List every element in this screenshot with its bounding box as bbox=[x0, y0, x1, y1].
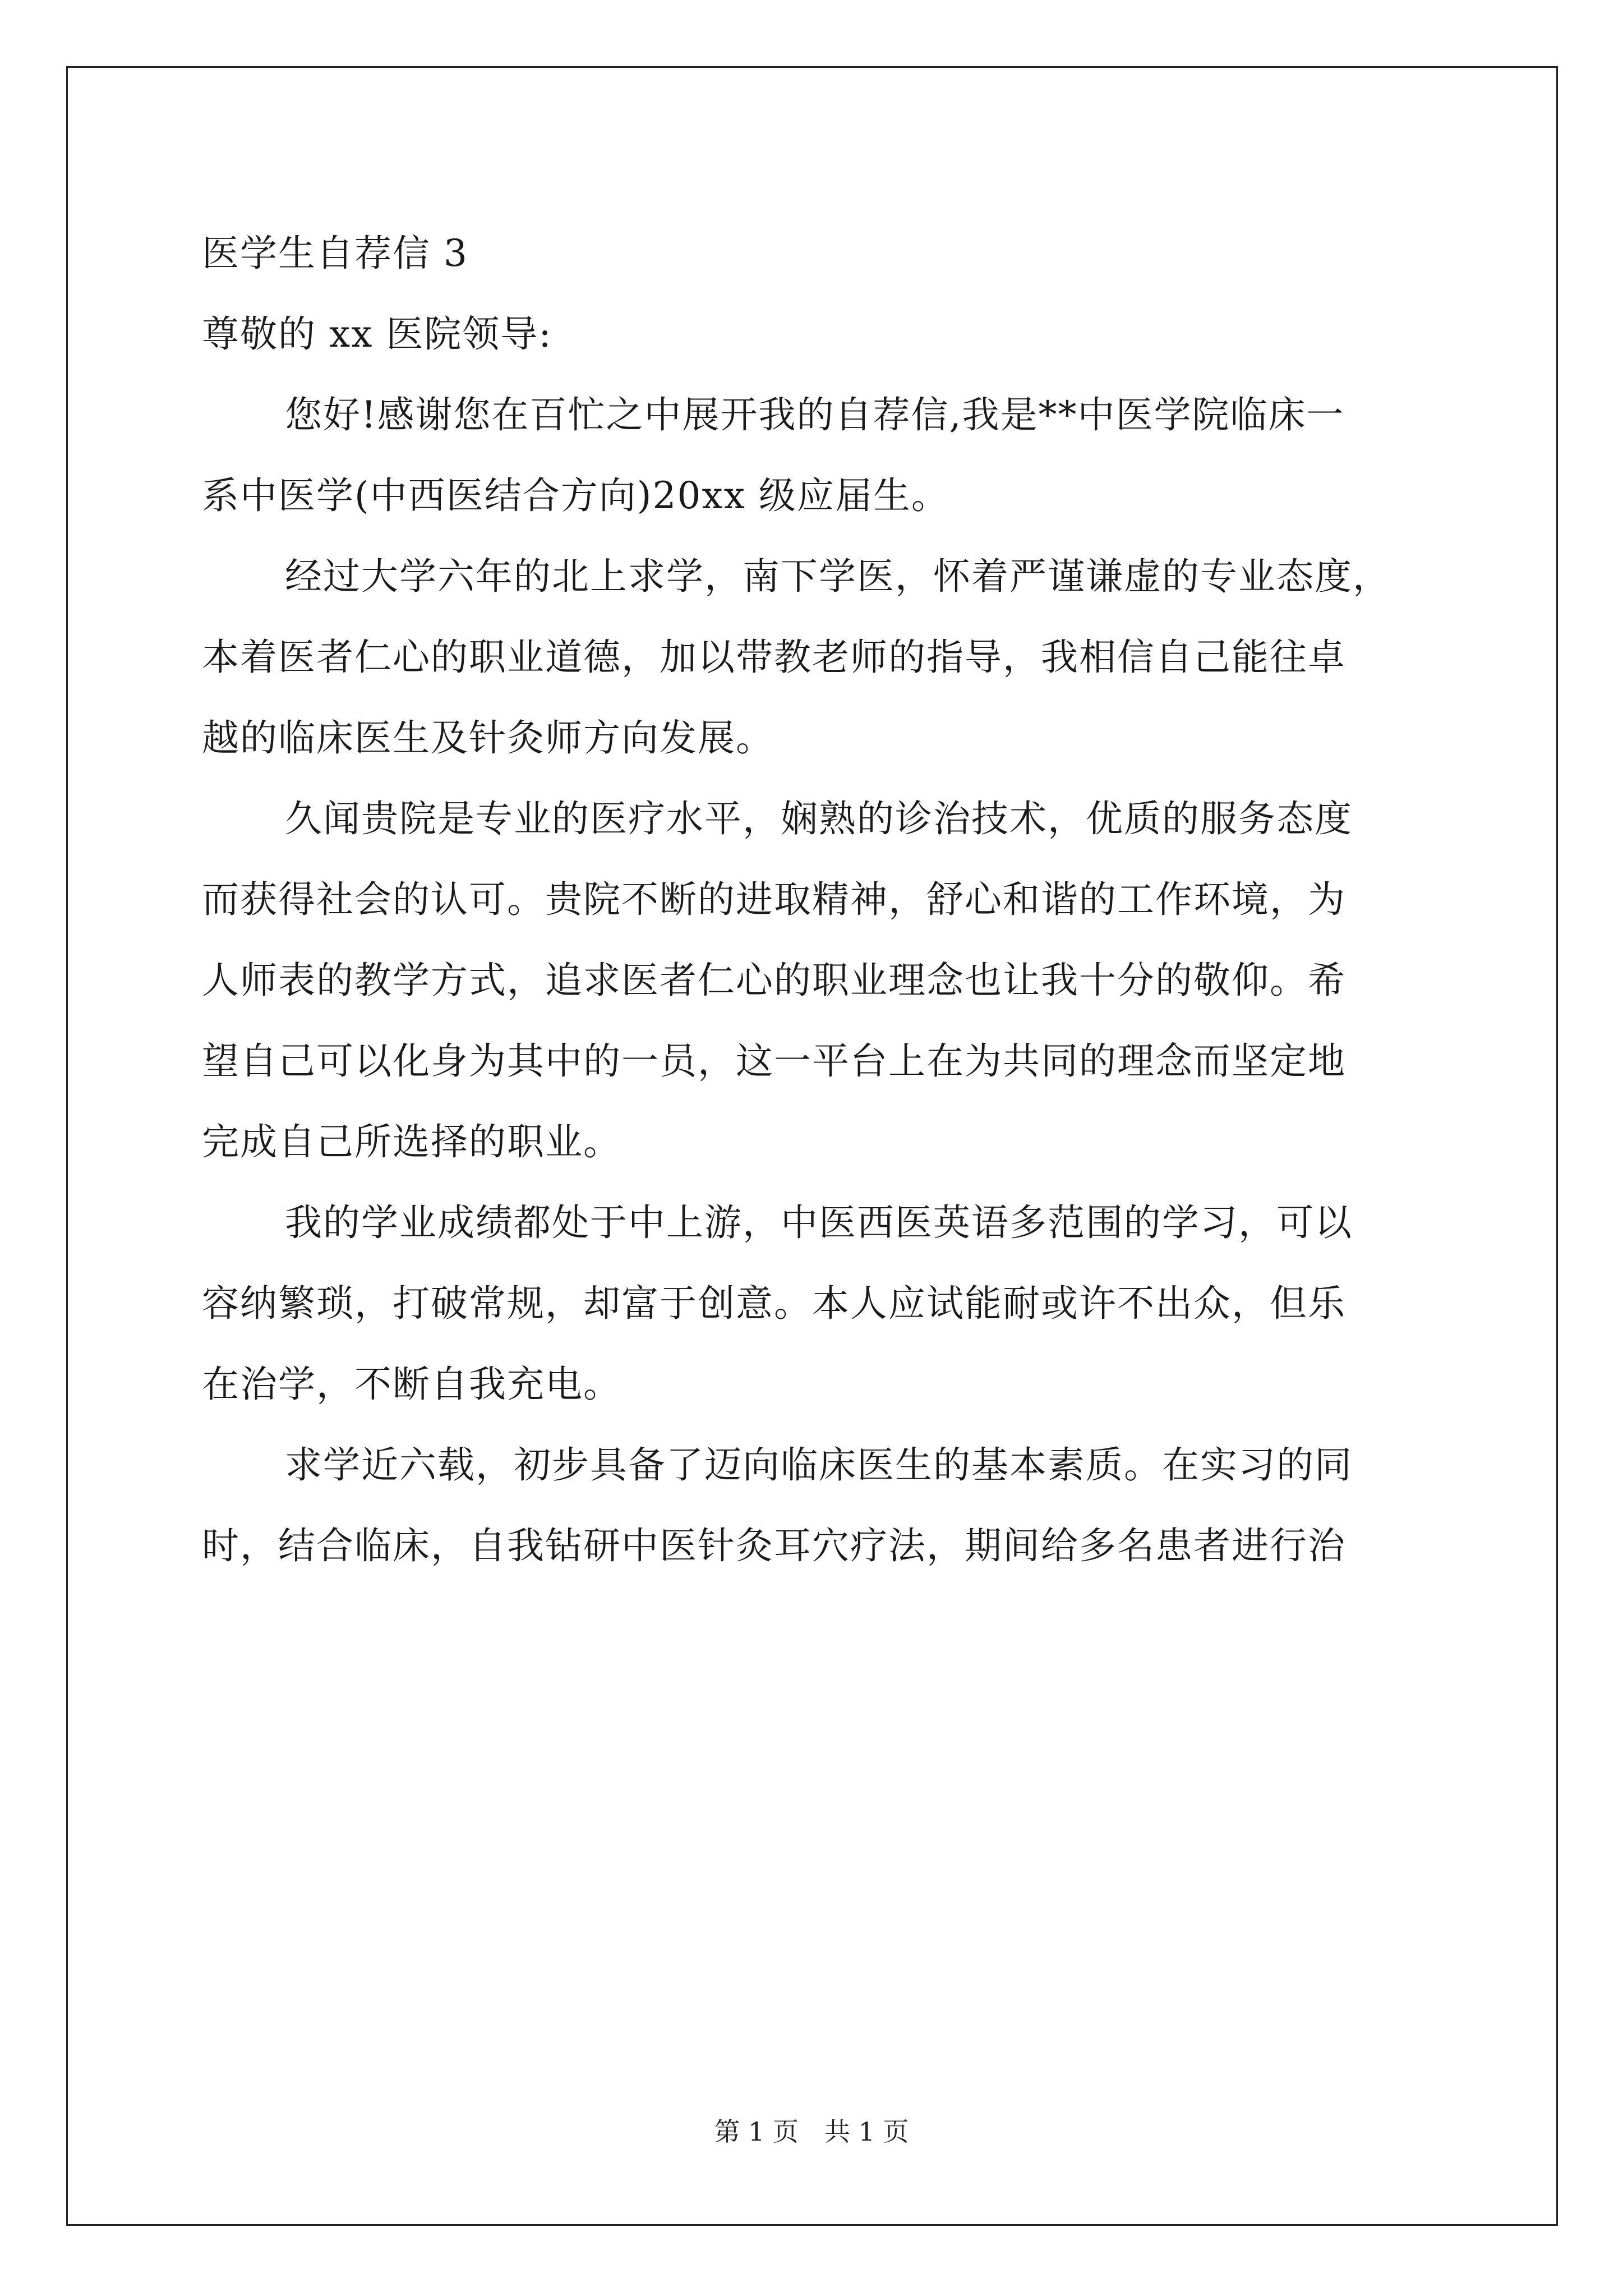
paragraph-line: 时，结合临床，自我钻研中医针灸耳穴疗法，期间给多名患者进行治 bbox=[202, 1524, 1346, 1567]
paragraph-5 bbox=[202, 1425, 1436, 1586]
paragraph-line: 完成自己所选择的职业。 bbox=[202, 1120, 621, 1163]
paragraph-line: 望自己可以化身为其中的一员，这一平台上在为共同的理念而坚定地 bbox=[202, 1039, 1346, 1083]
page-footer: 第 1 页 共 1 页 bbox=[714, 2116, 909, 2147]
paragraph-line: 您好!感谢您在百忙之中展开我的自荐信,我是**中医学院临床一 bbox=[285, 393, 1345, 436]
paragraph-line: 本着医者仁心的职业道德，加以带教老师的指导，我相信自己能往卓 bbox=[202, 636, 1346, 679]
paragraph-3 bbox=[202, 779, 1436, 1182]
document-title: 医学生自荐信 3 bbox=[202, 232, 468, 275]
salutation: 尊敬的 xx 医院领导: bbox=[202, 312, 552, 356]
paragraph-line: 经过大学六年的北上求学，南下学医，怀着严谨谦虚的专业态度， bbox=[285, 555, 1391, 598]
paragraph-line: 人师表的教学方式，追求医者仁心的职业理念也让我十分的敬仰。希 bbox=[202, 959, 1346, 1002]
paragraph-4 bbox=[202, 1182, 1436, 1425]
letter-body bbox=[202, 213, 1436, 1586]
paragraph-line: 求学近六载，初步具备了迈向临床医生的基本素质。在实习的同 bbox=[285, 1443, 1353, 1487]
paragraph-2 bbox=[202, 536, 1436, 779]
paragraph-line: 久闻贵院是专业的医疗水平，娴熟的诊治技术，优质的服务态度 bbox=[285, 797, 1353, 840]
paragraph-line: 越的临床医生及针灸师方向发展。 bbox=[202, 716, 774, 760]
paragraph-line: 容纳繁琐，打破常规，却富于创意。本人应试能耐或许不出众，但乐 bbox=[202, 1282, 1346, 1325]
paragraph-line: 系中医学(中西医结合方向)20xx 级应届生。 bbox=[202, 474, 949, 517]
paragraph-line: 而获得社会的认可。贵院不断的进取精神，舒心和谐的工作环境，为 bbox=[202, 878, 1346, 921]
paragraph-line: 在治学，不断自我充电。 bbox=[202, 1363, 621, 1406]
paragraph-1 bbox=[202, 375, 1436, 536]
paragraph-line: 我的学业成绩都处于中上游，中医西医英语多范围的学习，可以 bbox=[285, 1201, 1353, 1244]
